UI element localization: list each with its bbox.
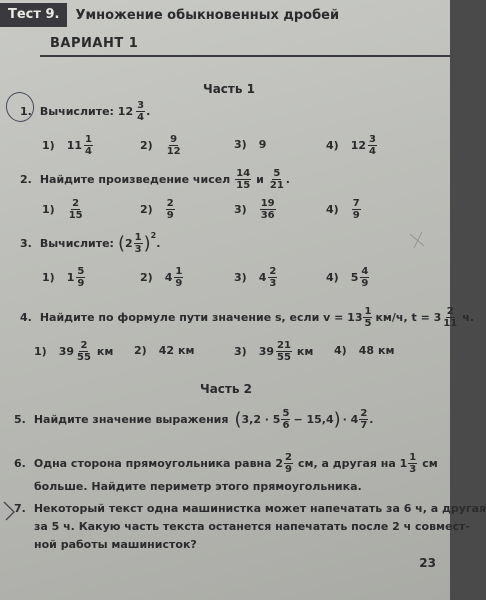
option-number: 4) [334, 344, 347, 357]
fraction [408, 452, 417, 475]
denominator: 4 [369, 146, 376, 157]
option-number: 3) [234, 138, 247, 151]
option-number: 1) [42, 139, 55, 152]
denominator: 9 [285, 464, 292, 475]
question-text: Одна сторона прямоугольника равна 2 [33, 457, 284, 470]
numerator: 2 [269, 266, 277, 277]
denominator: 4 [85, 146, 92, 157]
numerator: 3 [137, 100, 145, 111]
option-number: 1) [34, 345, 47, 358]
question-number: 5. [14, 413, 26, 426]
denominator: 36 [260, 210, 275, 221]
option-number: 4) [326, 271, 339, 284]
fraction [134, 232, 143, 255]
numerator: 2 [285, 452, 292, 463]
denominator: 12 [166, 146, 181, 157]
test-badge: Тест 9. [0, 3, 67, 27]
option-number: 4) [326, 203, 339, 216]
numerator: 2 [360, 408, 368, 419]
question-6-line-2: больше. Найдите периметр этого прямоугольника. [34, 480, 362, 493]
option-number: 2) [140, 271, 153, 284]
variant-title: ВАРИАНТ 1 [50, 36, 139, 51]
denominator: 3 [409, 464, 417, 475]
denominator: 5 [364, 318, 372, 329]
denominator: 21 [269, 180, 284, 191]
fraction [368, 134, 377, 157]
denominator: 4 [137, 112, 145, 123]
question-text-mid: км/ч, t = 3 [375, 311, 442, 324]
question-7 [14, 502, 486, 515]
answer-option [234, 266, 278, 289]
answer-option [140, 198, 176, 221]
question-1 [20, 100, 150, 123]
question-tail: . [369, 413, 374, 426]
option-whole: 4 [258, 271, 267, 284]
fraction [235, 168, 251, 191]
denominator: 15 [68, 210, 83, 221]
fraction [76, 340, 92, 363]
answer-option [326, 266, 370, 289]
option-number: 2) [140, 139, 153, 152]
numerator: 9 [170, 134, 178, 145]
fraction [363, 306, 372, 329]
question-tail: ч. [462, 311, 474, 324]
question-text: Найдите произведение чисел [39, 173, 231, 186]
answer-option [234, 198, 277, 221]
denominator: 15 [236, 180, 251, 191]
question-number: 7. [14, 502, 26, 515]
option-number: 3) [234, 271, 247, 284]
close-paren: ) [143, 233, 151, 254]
question-4 [20, 306, 474, 329]
mixed-whole: 2 [125, 237, 133, 250]
question-text: Найдите по формуле пути значение s, если v = 13 [39, 311, 363, 324]
exponent: 2 [150, 231, 157, 240]
denominator: 7 [360, 420, 368, 431]
numerator: 1 [175, 266, 183, 277]
numerator: 5 [282, 408, 290, 419]
question-7-line-2: за 5 ч. Какую часть текста останется напечатать после 2 ч совмест- [34, 520, 470, 533]
question-3 [20, 232, 160, 255]
option-whole: 5 [350, 271, 359, 284]
option-whole: 48 [358, 344, 374, 357]
denominator: 9 [175, 278, 183, 289]
answer-option [42, 198, 85, 221]
numerator: 2 [166, 198, 174, 209]
numerator: 3 [369, 134, 376, 145]
option-number: 3) [234, 345, 247, 358]
denominator: 9 [361, 278, 369, 289]
numerator: 2 [72, 198, 80, 209]
question-number: 2. [20, 173, 32, 186]
unit: км [96, 345, 114, 358]
option-number: 4) [326, 139, 339, 152]
denominator: 6 [282, 420, 290, 431]
denominator: 9 [352, 210, 360, 221]
question-text: Вычислите: [39, 237, 114, 250]
option-whole: 12 [350, 139, 366, 152]
numerator: 2 [446, 306, 454, 317]
option-number: 2) [140, 203, 153, 216]
fraction [269, 168, 285, 191]
fraction [136, 100, 145, 123]
expression-part: · 4 [342, 413, 359, 426]
fraction [284, 452, 293, 475]
close-paren: ) [333, 409, 341, 430]
fraction [360, 266, 369, 289]
part-1-heading: Часть 1 [203, 82, 255, 96]
answer-option [326, 134, 378, 157]
question-5 [14, 408, 373, 431]
numerator: 1 [85, 134, 92, 145]
fraction [268, 266, 277, 289]
option-number: 1) [42, 271, 55, 284]
option-number: 2) [134, 344, 147, 357]
answer-option [134, 344, 194, 357]
answer-option [42, 134, 94, 157]
numerator: 4 [361, 266, 369, 277]
fraction [166, 134, 182, 157]
test-header [0, 0, 450, 30]
question-7-line-3: ной работы машинисток? [34, 538, 197, 551]
answer-option [326, 198, 362, 221]
option-whole: 42 [158, 344, 174, 357]
pencil-scribble-icon [406, 228, 430, 252]
unit: км [178, 344, 195, 357]
part-2-heading: Часть 2 [200, 382, 252, 396]
expression-part: 3,2 · 5 [241, 413, 281, 426]
question-6 [14, 452, 438, 475]
option-whole: 1 [66, 271, 75, 284]
numerator: 1 [409, 452, 417, 463]
option-whole: 9 [258, 138, 267, 151]
option-number: 1) [42, 203, 55, 216]
question-tail: . [156, 237, 161, 250]
answer-option [34, 340, 113, 363]
answer-option [234, 138, 266, 151]
question-number: 1. [20, 105, 32, 118]
denominator: 9 [166, 210, 174, 221]
fraction [76, 266, 85, 289]
question-2 [20, 168, 290, 191]
answer-option [42, 266, 86, 289]
fraction [260, 198, 276, 221]
question-number: 6. [14, 457, 26, 470]
question-text: Вычислите: 12 [39, 105, 134, 118]
test-title: Умножение обыкновенных дробей [75, 7, 340, 23]
numerator: 5 [273, 168, 281, 179]
question-text-end: см [422, 457, 438, 470]
fraction [84, 134, 93, 157]
conjunction: и [256, 173, 264, 186]
fraction [276, 340, 292, 363]
question-text-mid: см, а другая на 1 [298, 457, 408, 470]
option-whole: 4 [164, 271, 173, 284]
page-number: 23 [419, 556, 436, 570]
question-number: 4. [20, 311, 32, 324]
denominator: 3 [134, 244, 142, 255]
fraction [442, 306, 458, 329]
answer-option [140, 266, 184, 289]
question-tail: . [285, 173, 290, 186]
numerator: 2 [80, 340, 88, 351]
numerator: 19 [260, 198, 275, 209]
fraction [166, 198, 175, 221]
answer-option [334, 344, 394, 357]
denominator: 11 [443, 318, 458, 329]
fraction [281, 408, 290, 431]
denominator: 9 [77, 278, 85, 289]
open-paren: ( [234, 409, 242, 430]
numerator: 14 [236, 168, 251, 179]
fraction [359, 408, 368, 431]
answer-option [140, 134, 183, 157]
fraction [174, 266, 183, 289]
variant-divider [40, 55, 450, 57]
question-text: Найдите значение выражения [33, 413, 229, 426]
numerator: 21 [277, 340, 291, 351]
expression-part: − 15,4 [293, 413, 334, 426]
question-text: Некоторый текст одна машинистка может напечатать за 6 ч, а другая [33, 502, 486, 515]
numerator: 5 [77, 266, 85, 277]
option-number: 3) [234, 203, 247, 216]
unit: км [378, 344, 395, 357]
numerator: 7 [352, 198, 360, 209]
answer-option [234, 340, 313, 363]
option-whole: 11 [66, 139, 82, 152]
denominator: 55 [77, 352, 91, 363]
fraction [352, 198, 361, 221]
option-whole: 39 [258, 345, 274, 358]
question-number: 3. [20, 237, 32, 250]
denominator: 55 [277, 352, 291, 363]
question-tail: . [146, 105, 151, 118]
option-whole: 39 [58, 345, 74, 358]
numerator: 1 [134, 232, 142, 243]
fraction [68, 198, 84, 221]
open-paren: ( [117, 233, 125, 254]
numerator: 1 [364, 306, 372, 317]
unit: км [296, 345, 314, 358]
denominator: 3 [269, 278, 277, 289]
